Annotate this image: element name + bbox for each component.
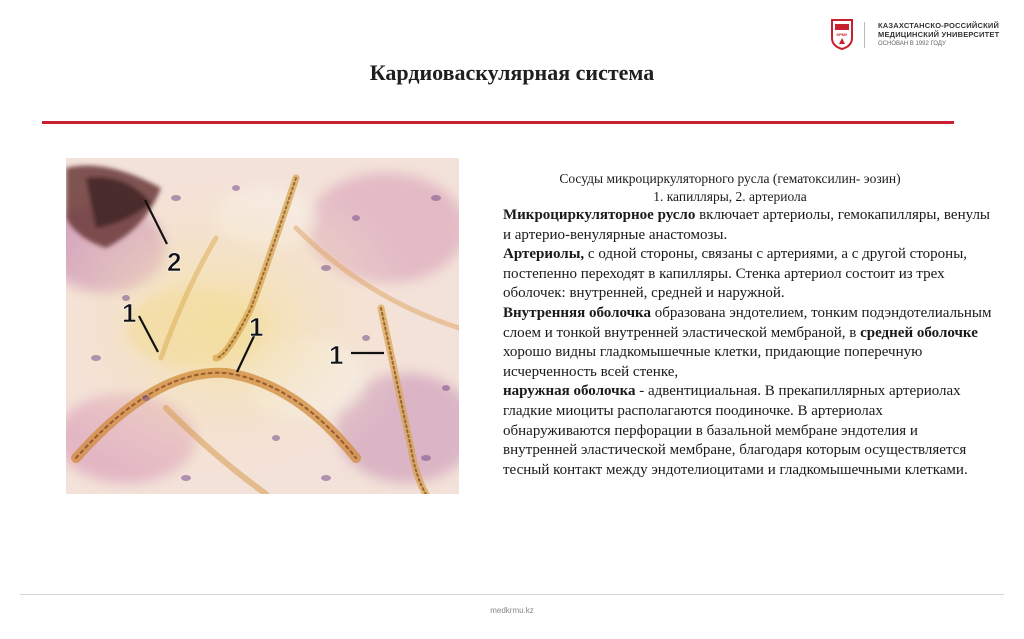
term-outer-layer: наружная оболочка xyxy=(503,383,636,400)
text-inner-layer: образована эндотелием, тонким подэндотелиальным слоем и тонкой внутренней эластической мембраной, в xyxy=(503,304,992,341)
shield-logo-icon xyxy=(830,18,854,50)
term-microcirculatory: Микроциркуляторное русло xyxy=(503,207,696,223)
university-name-line2: МЕДИЦИНСКИЙ УНИВЕРСИТЕТ xyxy=(878,30,1000,39)
text-middle-layer: хорошо видны гладкомышечные клетки, придающие поперечную исчерченность всей стенке, xyxy=(503,344,923,380)
university-name-line1: КАЗАХСТАНСКО-РОССИЙСКИЙ xyxy=(878,21,1000,30)
histology-micrograph xyxy=(66,158,459,494)
university-name xyxy=(878,21,999,49)
text-outer-layer: - адвентициальная. В прекапиллярных артериолах гладкие миоциты располагаются поодиночке. В артериолах обнаруживаются перфорации в базальной мембране эндотелия и внутренней эластической мембране, благодаря которым осуществляется тесный контакт между эндотелиоцитами и гладкомышечными клетками. xyxy=(503,383,968,478)
micrograph-image xyxy=(66,158,459,494)
logo-abbr: КРМУ xyxy=(836,32,848,37)
term-inner-layer: Внутренняя оболочка xyxy=(503,304,651,321)
caption-line1: Сосуды микроциркуляторного русла (гематоксилин- эозин) xyxy=(559,171,901,186)
footer-divider xyxy=(20,594,1004,595)
label-capillary-right: 1 xyxy=(329,340,344,370)
university-logo xyxy=(830,18,1015,54)
label-arteriole: 2 xyxy=(167,247,182,277)
term-middle-layer: средней оболочке xyxy=(860,324,978,341)
label-capillary-left: 1 xyxy=(122,298,137,328)
logo-divider xyxy=(864,22,865,48)
figure-caption xyxy=(520,170,940,206)
label-capillary-middle: 1 xyxy=(249,312,264,342)
text-arterioles: с одной стороны, связаны с артериями, а с другой стороны, постепенно переходят в капилляры. Стенка артериол состоит из трех оболочек: внутренней, средней и наружной. xyxy=(503,246,968,302)
title-divider xyxy=(42,121,954,124)
term-arterioles: Артериолы, xyxy=(503,246,585,263)
caption-line2: 1. капилляры, 2. артериола xyxy=(653,189,807,204)
footer-url: medkrmu.kz xyxy=(490,606,534,615)
slide-title: Кардиоваскулярная система xyxy=(369,60,655,85)
text-microcirculatory: включает артериолы, гемокапилляры, венулы и артерио-венулярные анастомозы. xyxy=(503,207,991,243)
body-paragraph xyxy=(503,206,993,480)
founded-year: ОСНОВАН В 1992 ГОДУ xyxy=(878,41,946,47)
